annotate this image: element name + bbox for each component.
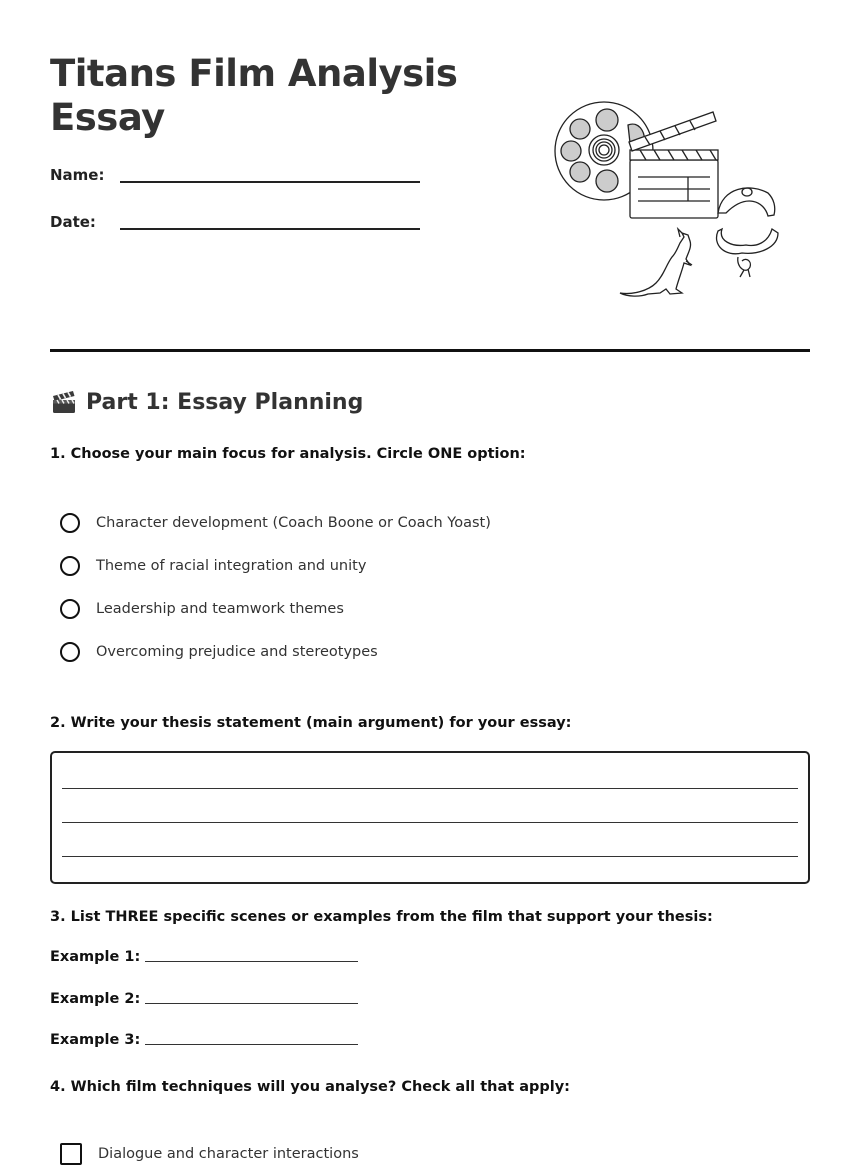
name-field (50, 166, 420, 194)
name-label: Name: (50, 166, 105, 184)
option-label: Theme of racial integration and unity (96, 558, 367, 574)
worksheet-page (50, 0, 810, 1161)
header-divider (50, 349, 810, 352)
option-label: Dialogue and character interactions (98, 1146, 359, 1162)
example-label: Example 3: (50, 1032, 141, 1048)
name-line[interactable] (120, 181, 420, 183)
writing-line[interactable] (62, 822, 798, 823)
writing-line[interactable] (62, 788, 798, 789)
option-label: Character development (Coach Boone or Coach Yoast) (96, 515, 491, 531)
example-label: Example 1: (50, 949, 141, 965)
question-4: 4. Which film techniques will you analyse? Check all that apply: (50, 1079, 570, 1095)
checkbox[interactable] (60, 1143, 82, 1165)
focus-option-2[interactable] (60, 554, 366, 578)
technique-option-1[interactable] (60, 1142, 359, 1166)
focus-option-3[interactable] (60, 597, 344, 621)
example-2-row (50, 991, 358, 1007)
question-2: 2. Write your thesis statement (main argument) for your essay: (50, 715, 572, 731)
example-label: Example 2: (50, 991, 141, 1007)
radio-circle[interactable] (60, 642, 80, 662)
example-1-row (50, 949, 358, 965)
thesis-answer-box[interactable] (50, 751, 810, 884)
option-label: Leadership and teamwork themes (96, 601, 344, 617)
example-answer-line[interactable] (145, 961, 358, 962)
date-field (50, 213, 420, 241)
focus-option-1[interactable] (60, 511, 491, 535)
boomerang-icon (718, 188, 775, 216)
question-1: 1. Choose your main focus for analysis. Circle ONE option: (50, 446, 526, 462)
example-answer-line[interactable] (145, 1044, 358, 1045)
example-3-row (50, 1032, 358, 1048)
writing-line[interactable] (62, 856, 798, 857)
radio-circle[interactable] (60, 556, 80, 576)
focus-option-4[interactable] (60, 640, 378, 664)
option-label: Overcoming prejudice and stereotypes (96, 644, 378, 660)
radio-circle[interactable] (60, 513, 80, 533)
clapperboard-icon (50, 388, 78, 416)
radio-circle[interactable] (60, 599, 80, 619)
boomerang-small-icon (717, 229, 778, 277)
question-3: 3. List THREE specific scenes or examples from the film that support your thesis: (50, 909, 713, 925)
date-line[interactable] (120, 228, 420, 230)
page-title: Titans Film Analysis Essay (50, 52, 458, 139)
film-clipart-icon (550, 95, 790, 305)
part1-heading (50, 388, 363, 416)
part1-title: Part 1: Essay Planning (86, 389, 364, 415)
example-answer-line[interactable] (145, 1003, 358, 1004)
date-label: Date: (50, 213, 96, 231)
kangaroo-icon (620, 229, 692, 296)
